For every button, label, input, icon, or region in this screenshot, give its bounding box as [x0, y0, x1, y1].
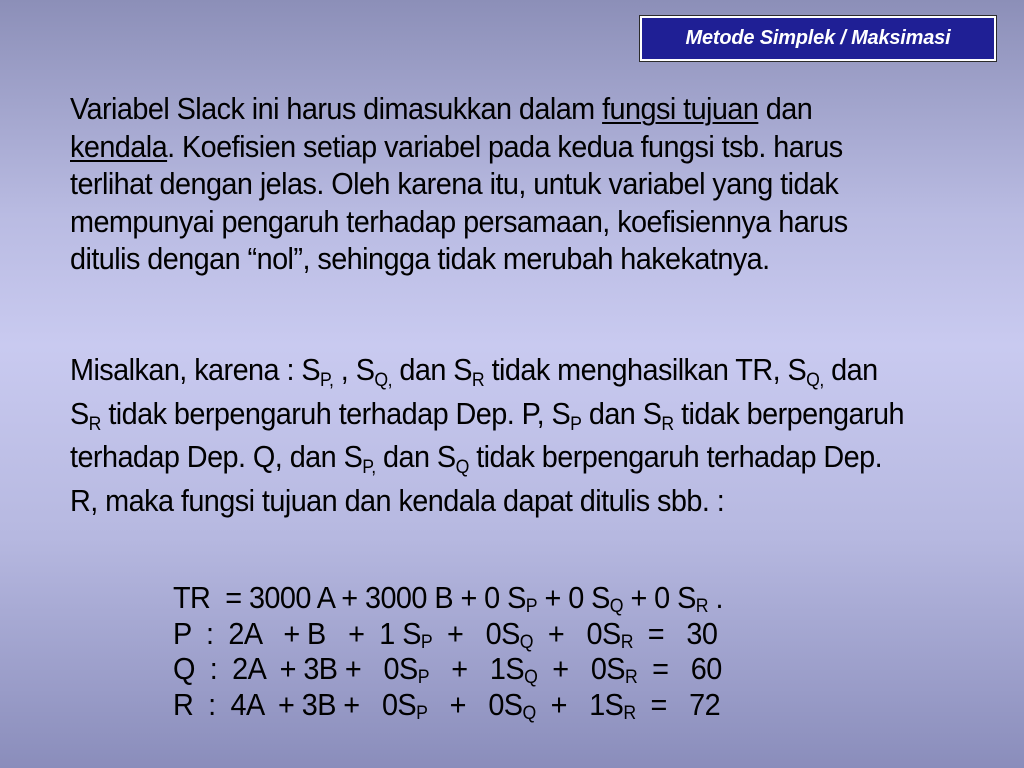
underlined-constraints: kendala	[70, 128, 168, 164]
equation-system	[173, 580, 723, 722]
equation-constraint-r: R : $4A + 3B + 0S_P + 0S_Q + 1S_R = 72$	[173, 686, 721, 724]
slide-title: Metode Simplek / Maksimasi	[685, 27, 951, 49]
paragraph-example: Misalkan, karena : $S_{P,}$ , $S_{Q,}$ dan $S_R$ tidak menghasilkan TR, $S_{Q,}$ dan $S_R$ tidak berpengaruh terhadap Dep. P, $S_P$ dan $S_R$ tidak berpengaruh terhadap Dep. Q, dan $S_{P,}$ dan $S_Q$ tidak berpengaruh terhadap Dep. R, maka fungsi tujuan dan kendala dapat ditulis sbb. :	[70, 352, 905, 518]
equation-constraint-p: P : 2A + B + 1 $S_P + 0S_Q + 0S_R = 30$	[173, 615, 718, 653]
paragraph-slack-variables: Variabel Slack ini harus dimasukkan dalam fungsi tujuan dan kendala. Koefisien setiap variabel pada kedua fungsi tsb. harus terlihat dengan jelas. Oleh karena itu, untuk variabel yang tidak mempunyai pengaruh terhadap persamaan, koefisiennya harus ditulis dengan “nol”, sehingga tidak merubah hakekatnya.	[70, 91, 848, 276]
equation-constraint-q: Q : $2A + 3B + 0S_P + 1S_Q + 0S_R = 60$	[173, 651, 722, 688]
equation-objective-tr: TR = 3000 A + 3000 B + 0 $S_P + 0$ $S_Q + 0$ $S_R$ .	[173, 580, 723, 617]
underlined-objective-function: fungsi tujuan	[602, 91, 759, 126]
slide-title-box	[640, 16, 996, 61]
